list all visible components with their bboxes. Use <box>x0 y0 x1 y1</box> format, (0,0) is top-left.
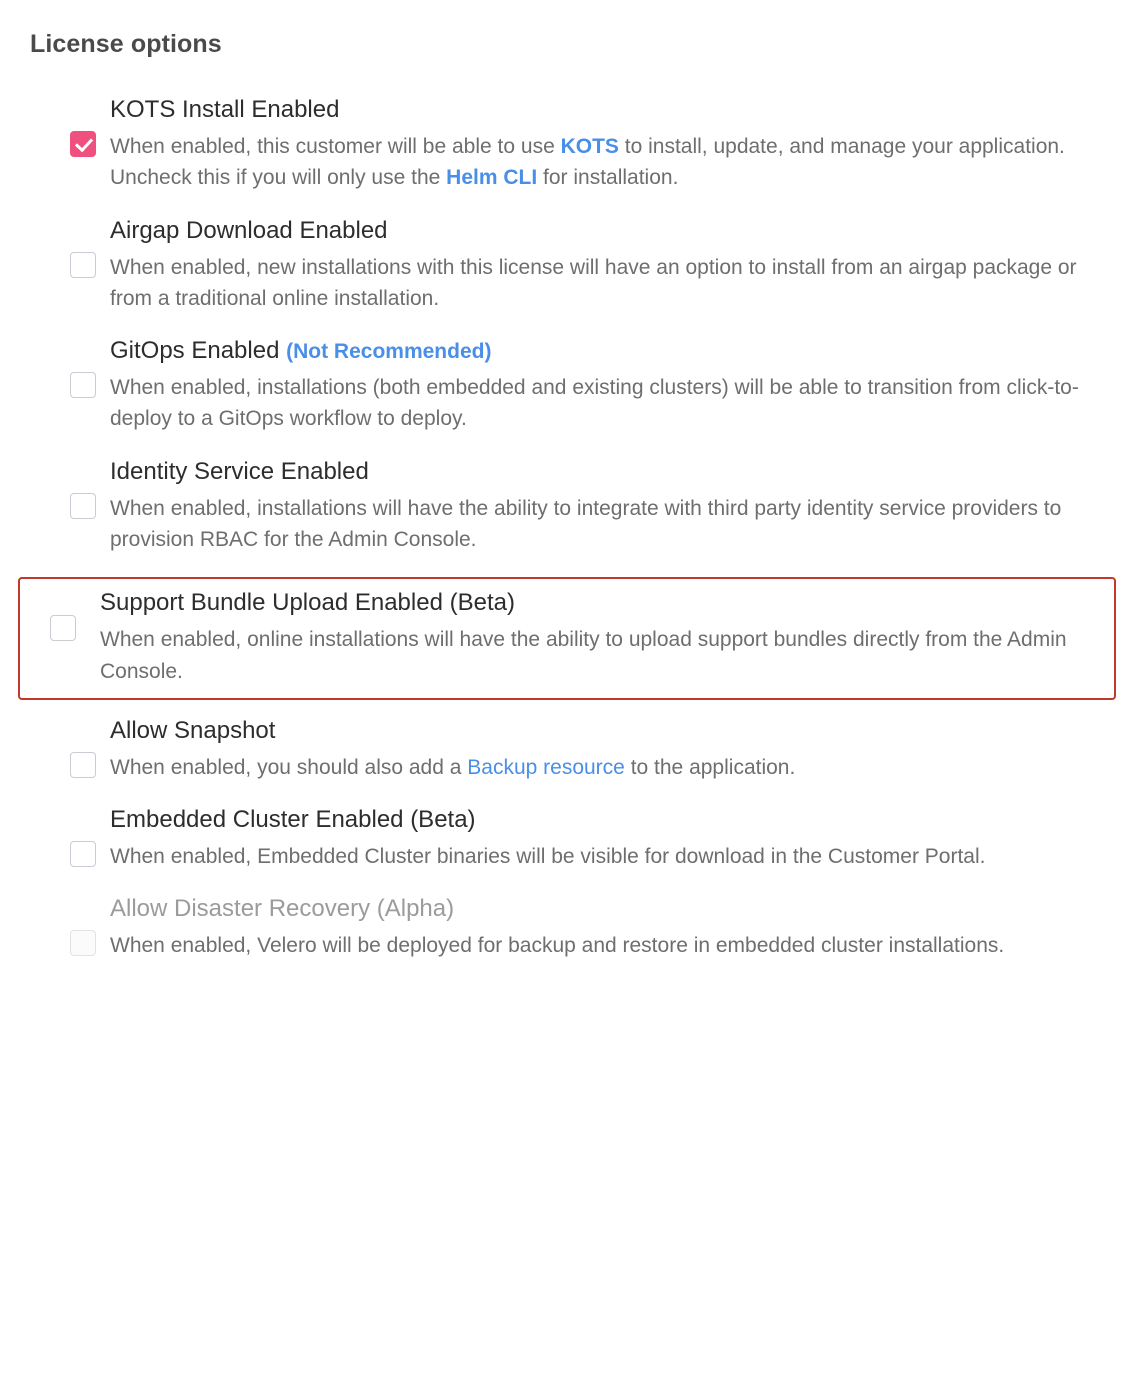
option-description <box>110 131 1114 194</box>
option-title-text: Support Bundle Upload Enabled (Beta) <box>100 589 515 617</box>
option-description-link[interactable]: Backup resource <box>467 755 625 779</box>
option-description-text: When enabled, installations will have the ability to integrate with third party identity service providers to provision RBAC for the Admin Console. <box>110 496 1062 551</box>
option-checkbox <box>70 930 96 956</box>
option-checkbox[interactable] <box>70 752 96 778</box>
option-description-text: to install, update, and manage your application. Uncheck this if you will only use the <box>110 135 1065 190</box>
option-checkbox[interactable] <box>70 372 96 398</box>
option-description-text: When enabled, Embedded Cluster binaries will be visible for download in the Customer Portal. <box>110 845 986 869</box>
option-title-note: (Not Recommended) <box>286 340 492 364</box>
option-description <box>110 752 1114 783</box>
option-title <box>110 336 1114 366</box>
option-description <box>100 624 1114 687</box>
option-title-text: KOTS Install Enabled <box>110 96 340 123</box>
option-title <box>110 894 1114 924</box>
option-description <box>110 930 1114 961</box>
option-description <box>110 841 1114 872</box>
license-option-row <box>30 457 1114 556</box>
option-description-text: When enabled, new installations with this license will have an option to install from an airgap package or from a traditional online installation. <box>110 255 1077 310</box>
license-option-row <box>30 716 1114 783</box>
option-checkbox[interactable] <box>70 131 96 157</box>
page-title: License options <box>30 30 222 58</box>
option-description-text: When enabled, online installations will have the ability to upload support bundles directly from the Admin Console. <box>100 628 1067 683</box>
option-description-text: When enabled, installations (both embedded and existing clusters) will be able to transition from click-to-deploy to a GitOps workflow to deploy. <box>110 376 1079 431</box>
option-checkbox[interactable] <box>70 841 96 867</box>
option-checkbox[interactable] <box>70 252 96 278</box>
option-checkbox[interactable] <box>50 615 76 641</box>
option-title <box>100 588 1114 618</box>
option-description-link[interactable]: Helm CLI <box>446 166 538 190</box>
option-title-text: Identity Service Enabled <box>110 457 369 485</box>
option-title-text: Airgap Download Enabled <box>110 216 388 244</box>
license-option-row <box>30 805 1114 872</box>
license-option-row <box>30 216 1114 315</box>
license-option-row <box>30 95 1114 194</box>
option-title-text: Allow Snapshot <box>110 716 276 744</box>
option-title <box>110 95 1114 125</box>
license-option-row <box>30 894 1114 961</box>
option-title-text: GitOps Enabled <box>110 337 280 365</box>
option-title <box>110 716 1114 746</box>
option-description <box>110 493 1114 556</box>
option-title-text: Allow Disaster Recovery (Alpha) <box>110 895 455 923</box>
license-options-list <box>30 95 1114 962</box>
option-description <box>110 252 1114 315</box>
license-option-row <box>18 577 1116 700</box>
option-description-text: When enabled, Velero will be deployed for backup and restore in embedded cluster installations. <box>110 934 1005 958</box>
option-description-text: When enabled, you should also add a <box>110 755 468 779</box>
option-description-text: When enabled, this customer will be able to use <box>110 135 561 158</box>
option-description <box>110 372 1114 435</box>
option-checkbox[interactable] <box>70 493 96 519</box>
option-title-text: Embedded Cluster Enabled (Beta) <box>110 806 476 834</box>
option-description-link[interactable]: KOTS <box>560 135 619 158</box>
option-description-text: to the application. <box>624 755 796 779</box>
option-title <box>110 457 1114 487</box>
option-description-text: for installation. <box>537 166 679 190</box>
license-option-row <box>30 336 1114 435</box>
option-title <box>110 805 1114 835</box>
option-title <box>110 216 1114 246</box>
